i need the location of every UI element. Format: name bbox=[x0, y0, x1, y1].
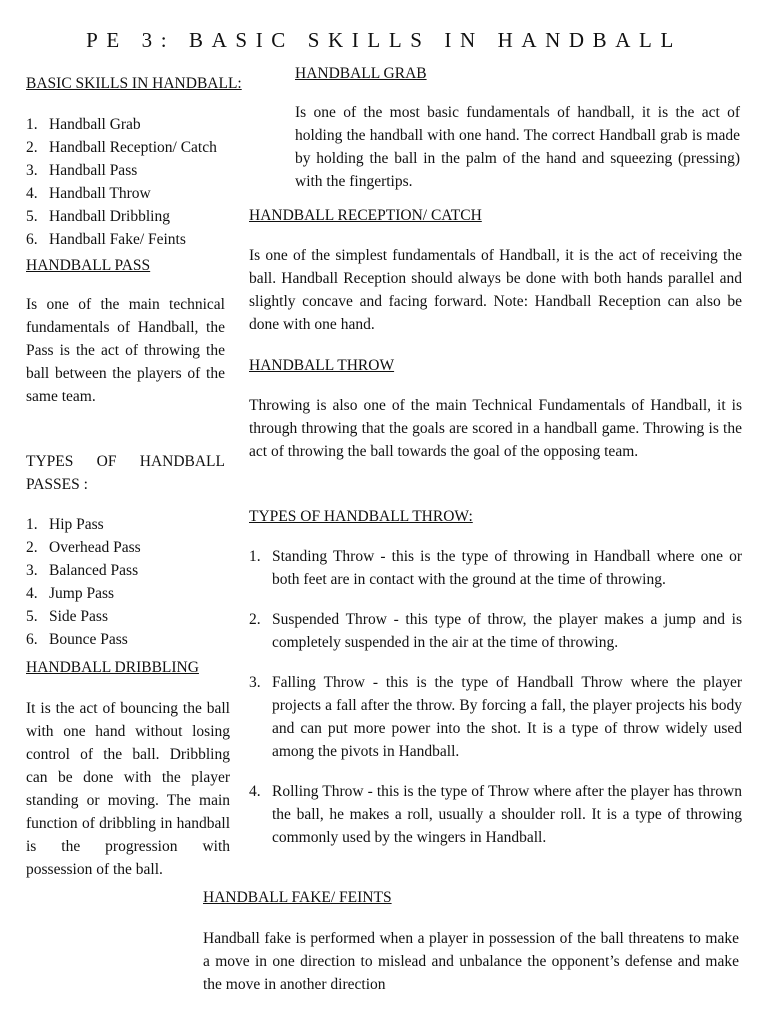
list-item: 5. Side Pass bbox=[26, 608, 108, 625]
basic-skills-heading: BASIC SKILLS IN HANDBALL: bbox=[26, 75, 242, 92]
list-item: 1. Hip Pass bbox=[26, 516, 104, 533]
fake-heading: HANDBALL FAKE/ FEINTS bbox=[203, 889, 392, 906]
list-item: 2. Overhead Pass bbox=[26, 539, 141, 556]
list-item: 3. Handball Pass bbox=[26, 162, 138, 179]
reception-body: Is one of the simplest fundamentals of Handball, it is the act of receiving the ball. Handball Reception should always be done with both hands parallel and slightly concave and facing forward. Note: Handball Reception can also be done with one hand. bbox=[249, 247, 742, 333]
list-item: 1. Handball Grab bbox=[26, 116, 141, 133]
pass-body: Is one of the main technical fundamentals of Handball, the Pass is the act of throwing the ball between the players of the same team. bbox=[26, 296, 225, 405]
pass-types-list bbox=[26, 513, 226, 651]
grab-heading: HANDBALL GRAB bbox=[295, 65, 427, 82]
throw-body: Throwing is also one of the main Technical Fundamentals of Handball, it is through throwing that the goals are scored in a handball game. Throwing is the act of throwing the ball towards the goal of the opposing team. bbox=[249, 397, 742, 460]
list-item: 4. Handball Throw bbox=[26, 185, 151, 202]
list-item: 6. Handball Fake/ Feints bbox=[26, 231, 186, 248]
pass-heading: HANDBALL PASS bbox=[26, 257, 151, 274]
list-item: 3. Balanced Pass bbox=[26, 562, 139, 579]
list-item: 2. Handball Reception/ Catch bbox=[26, 139, 217, 156]
dribbling-body: It is the act of bouncing the ball with one hand without losing control of the ball. Dribbling can be done with the player standing or moving. The main function of dribbling in handball is the progression with possession of the ball. bbox=[26, 700, 230, 878]
list-item: 5. Handball Dribbling bbox=[26, 208, 170, 225]
list-item: 4. Jump Pass bbox=[26, 585, 115, 602]
basic-skills-list bbox=[26, 113, 266, 251]
throw-types-list bbox=[249, 545, 742, 866]
list-item: 3. Falling Throw - this is the type of Handball Throw where the player projects a fall after the throw. By forcing a fall, the player projects his body and can put more power into the shot. It is a type of throw widely used among the pivots in Handball. bbox=[249, 674, 742, 760]
list-item: 1. Standing Throw - this is the type of throwing in Handball where one or both feet are in contact with the ground at the time of throwing. bbox=[249, 548, 742, 588]
throw-types-heading: TYPES OF HANDBALL THROW: bbox=[249, 508, 473, 525]
list-item: 6. Bounce Pass bbox=[26, 631, 128, 648]
fake-body: Handball fake is performed when a player in possession of the ball threatens to make a move in one direction to mislead and unbalance the opponent’s defense and make the move in another direction bbox=[203, 930, 739, 993]
reception-heading: HANDBALL RECEPTION/ CATCH bbox=[249, 207, 482, 224]
pass-types-heading: TYPES OF HANDBALL PASSES : bbox=[26, 453, 225, 493]
list-item: 2. Suspended Throw - this type of throw, the player makes a jump and is completely suspended in the air at the time of throwing. bbox=[249, 611, 742, 651]
dribbling-heading: HANDBALL DRIBBLING bbox=[26, 659, 199, 676]
page-title: PE 3: BASIC SKILLS IN HANDBALL bbox=[86, 28, 682, 52]
throw-heading: HANDBALL THROW bbox=[249, 357, 395, 374]
list-item: 4. Rolling Throw - this is the type of Throw where after the player has thrown the ball, he makes a roll, usually a shoulder roll. It is a type of throwing commonly used by the wingers in Handball. bbox=[249, 783, 742, 846]
grab-body: Is one of the most basic fundamentals of handball, it is the act of holding the handball with one hand. The correct Handball grab is made by holding the ball in the palm of the hand and squeezing (pressing) with the fingertips. bbox=[295, 104, 740, 190]
